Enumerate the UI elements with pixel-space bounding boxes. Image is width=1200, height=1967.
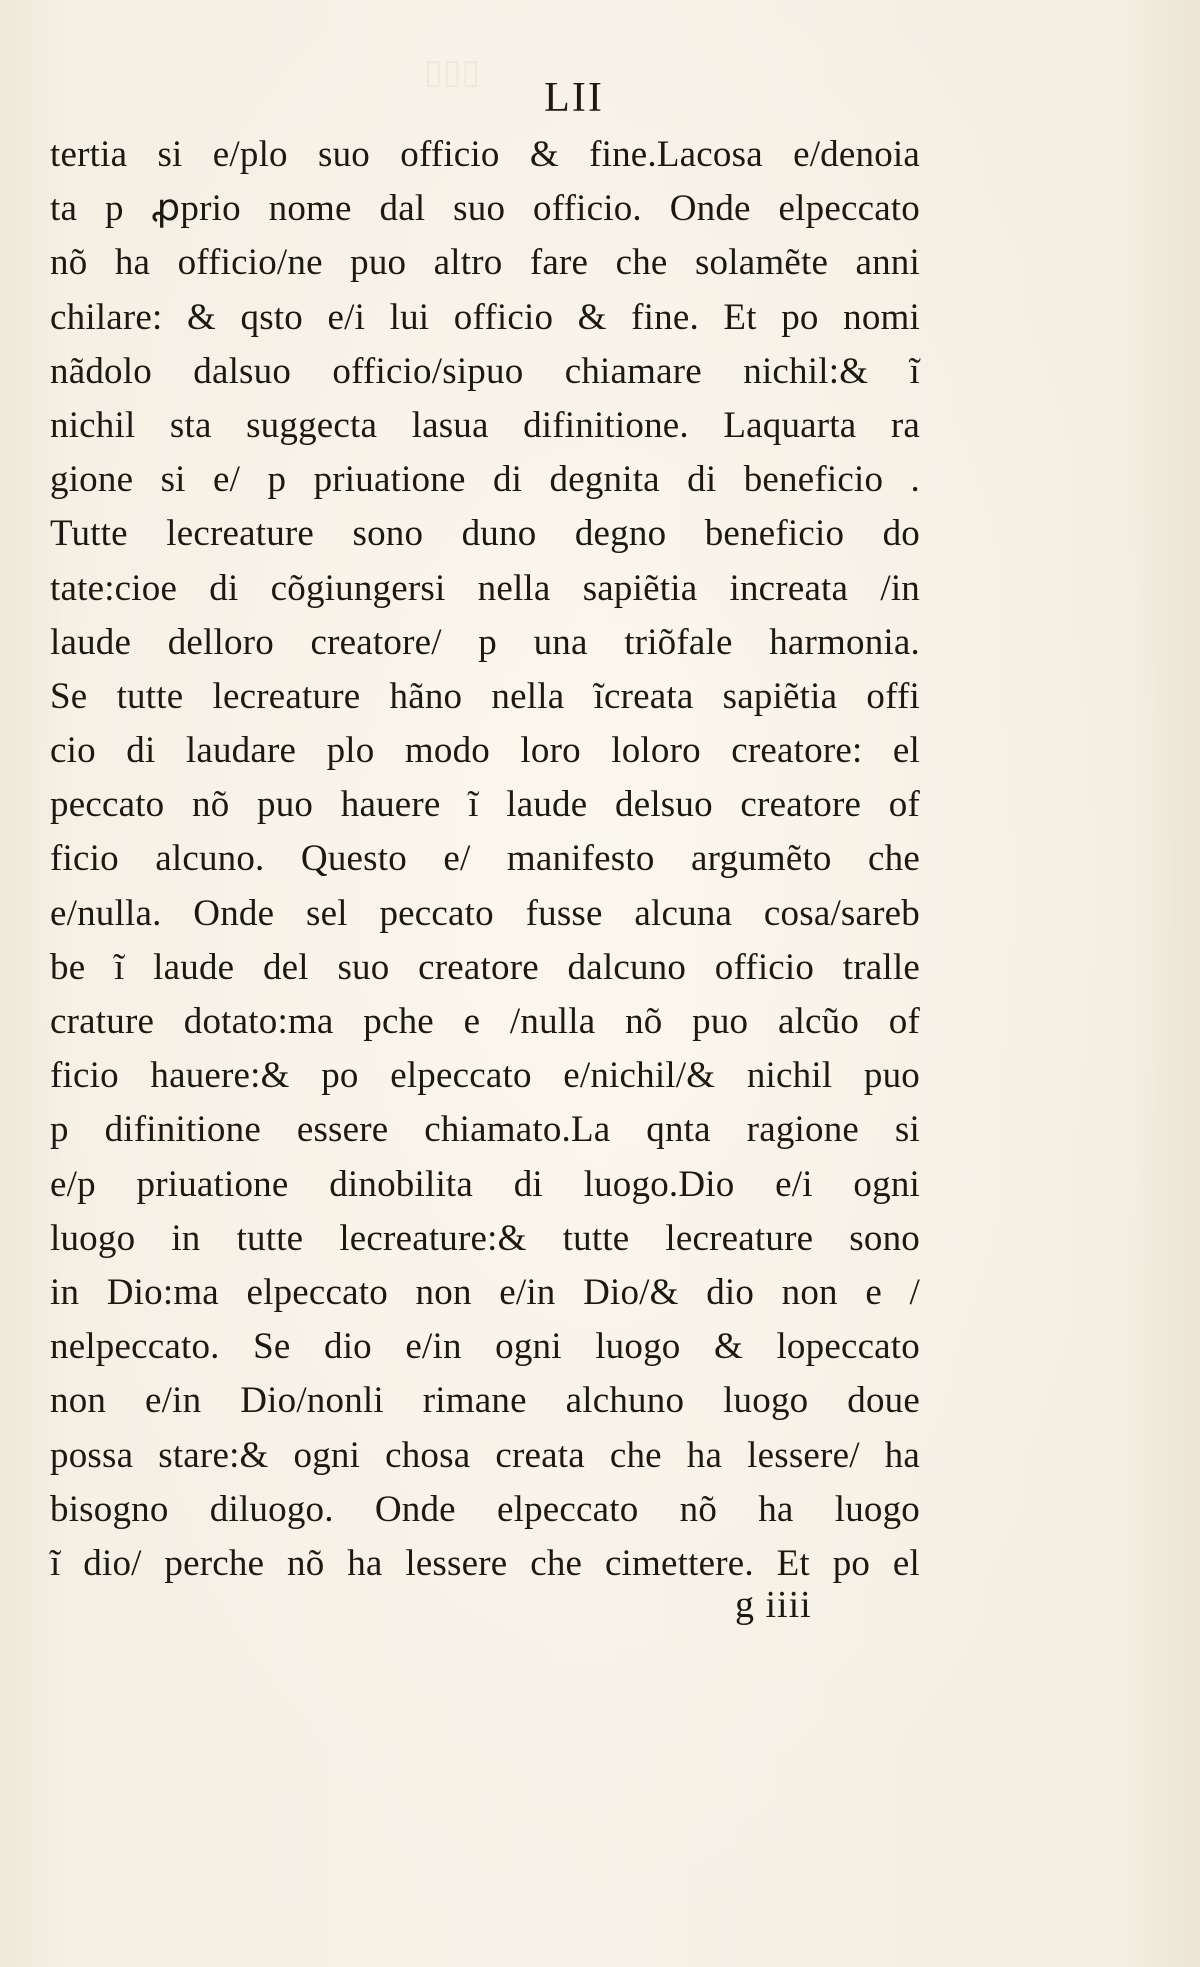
text-line: ĩ dio/ perche nõ ha lessere che cimettere. Et po el	[50, 1542, 920, 1584]
text-line: luogo in tutte lecreature:& tutte lecreature sono	[50, 1217, 920, 1259]
text-line: tertia si e/plo suo officio & fine.Lacosa e/denoia	[50, 134, 920, 175]
text-line: e/nulla. Onde sel peccato fusse alcuna cosa/sareb	[50, 892, 920, 934]
text-block	[50, 128, 920, 1591]
text-line: cio di laudare plo modo loro loloro creatore: el	[50, 730, 920, 772]
text-line: bisogno diluogo. Onde elpeccato nõ ha luogo	[50, 1488, 920, 1530]
text-line: Se tutte lecreature hãno nella ĩcreata sapiẽtia offi	[50, 675, 920, 717]
text-line: e/p priuatione dinobilita di luogo.Dio e/i ogni	[50, 1163, 920, 1205]
text-line: nichil sta suggecta lasua difinitione. Laquarta ra	[50, 404, 920, 446]
text-line: ficio alcuno. Questo e/ manifesto argumẽto che	[50, 838, 920, 880]
text-line: possa stare:& ogni chosa creata che ha lessere/ ha	[50, 1434, 920, 1476]
folio-number: LII	[544, 75, 604, 121]
text-line: Tutte lecreature sono duno degno beneficio do	[50, 513, 920, 555]
text-line: ta p ꝓprio nome dal suo officio. Onde elpeccato	[50, 188, 920, 230]
text-line: crature dotato:ma pche e /nulla nõ puo alcũo of	[50, 1001, 920, 1042]
text-line: ficio hauere:& po elpeccato e/nichil/& nichil puo	[50, 1055, 920, 1097]
text-line: gione si e/ p priuatione di degnita di beneficio .	[50, 459, 920, 501]
text-line: peccato nõ puo hauere ĩ laude delsuo creatore of	[50, 784, 920, 826]
text-line: non e/in Dio/nonli rimane alchuno luogo doue	[50, 1380, 920, 1422]
text-line: nõ ha officio/ne puo altro fare che solamẽte anni	[50, 242, 920, 284]
text-line: laude delloro creatore/ p una triõfale harmonia.	[50, 621, 920, 663]
text-line: p difinitione essere chiamato.La qnta ragione si	[50, 1109, 920, 1151]
text-line: tate:cioe di cõgiungersi nella sapiẽtia increata /in	[50, 567, 920, 609]
text-line: chilare: & qsto e/i lui officio & fine. Et po nomi	[50, 296, 920, 338]
show-through-shadow: ▯▯▯	[424, 54, 481, 91]
text-line: nelpeccato. Se dio e/in ogni luogo & lopeccato	[50, 1326, 920, 1368]
signature-mark: g iiii	[735, 1584, 812, 1626]
text-line: in Dio:ma elpeccato non e/in Dio/& dio non e /	[50, 1271, 920, 1313]
text-line: nãdolo dalsuo officio/sipuo chiamare nichil:& ĩ	[50, 350, 920, 392]
text-line: be ĩ laude del suo creatore dalcuno officio tralle	[50, 946, 920, 988]
